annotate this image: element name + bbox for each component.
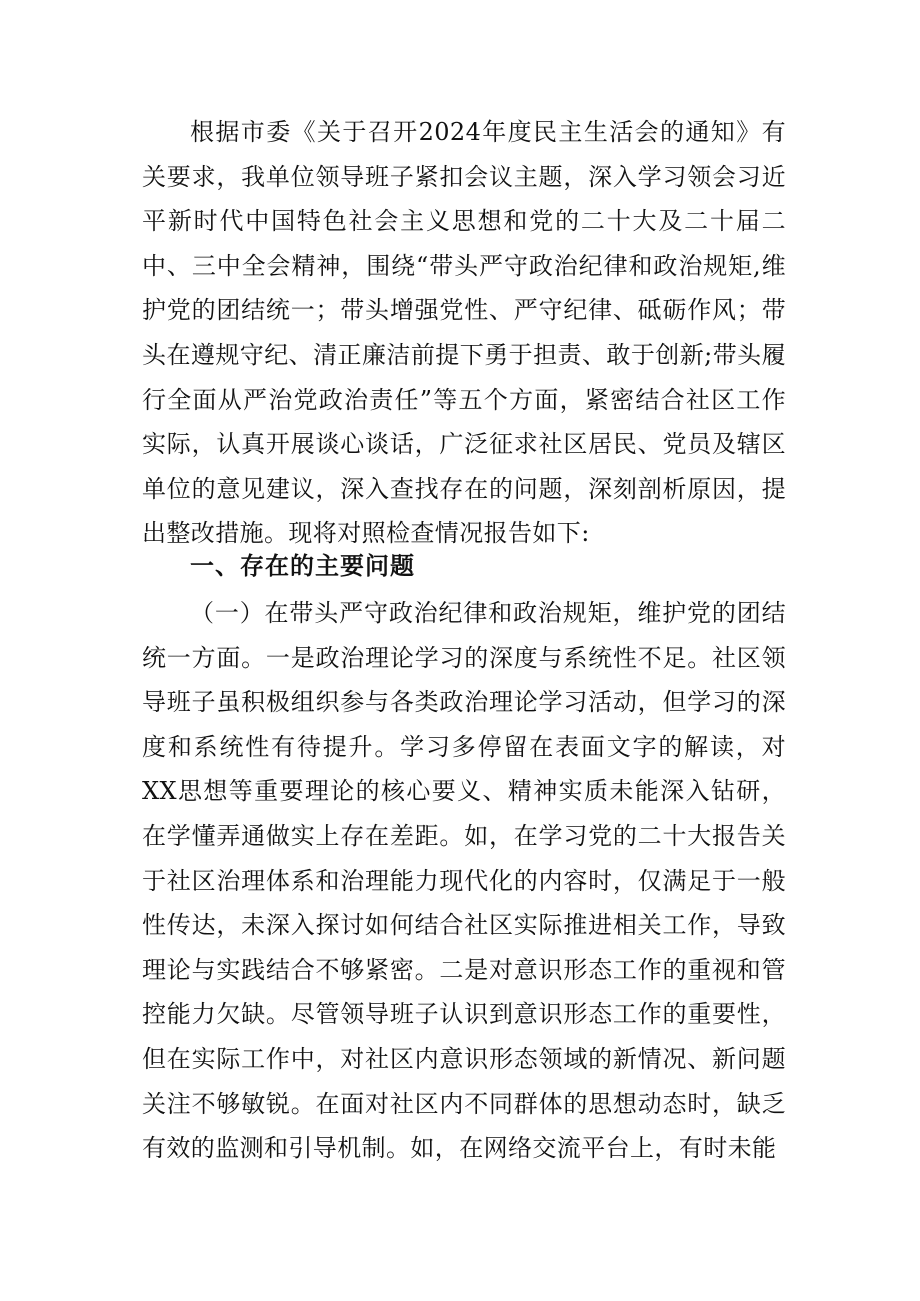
intro-paragraph: 根据市委《关于召开2024年度民主生活会的通知》有关要求，我单位领导班子紧扣会议主题，深入学习领会习近平新时代中国特色社会主义思想和党的二十大及二十届二中、三中全会精神，围绕“带头严守政治纪律和政治规矩,维护党的团结统一；带头增强党性、严守纪律、砥砺作风；带头在遵规守纪、清正廉洁前提下勇于担责、敢于创新;带头履行全面从严治党政治责任”等五个方面，紧密结合社区工作实际，认真开展谈心谈话，广泛征求社区居民、党员及辖区单位的意见建议，深入查找存在的问题，深刻剖析原因，提出整改措施。现将对照检查情况报告如下: [142,118,786,548]
section-paragraph: （一）在带头严守政治纪律和政治规矩，维护党的团结统一方面。一是政治理论学习的深度与系统性不足。社区领导班子虽积极组织参与各类政治理论学习活动，但学习的深度和系统性有待提升。学习多停留在表面文字的解读，对XX思想等重要理论的核心要义、精神实质未能深入钻研，在学懂弄通做实上存在差距。如，在学习党的二十大报告关于社区治理体系和治理能力现代化的内容时，仅满足于一般性传达，未深入探讨如何结合社区实际推进相关工作，导致理论与实践结合不够紧密。二是对意识形态工作的重视和管控能力欠缺。尽管领导班子认识到意识形态工作的重要性，但在实际工作中，对社区内意识形态领域的新情况、新问题关注不够敏锐。在面对社区内不同群体的思想动态时，缺乏有效的监测和引导机制。如，在网络交流平台上，有时未能 [142,599,786,1163]
section-heading: 一、存在的主要问题 [190,552,415,580]
